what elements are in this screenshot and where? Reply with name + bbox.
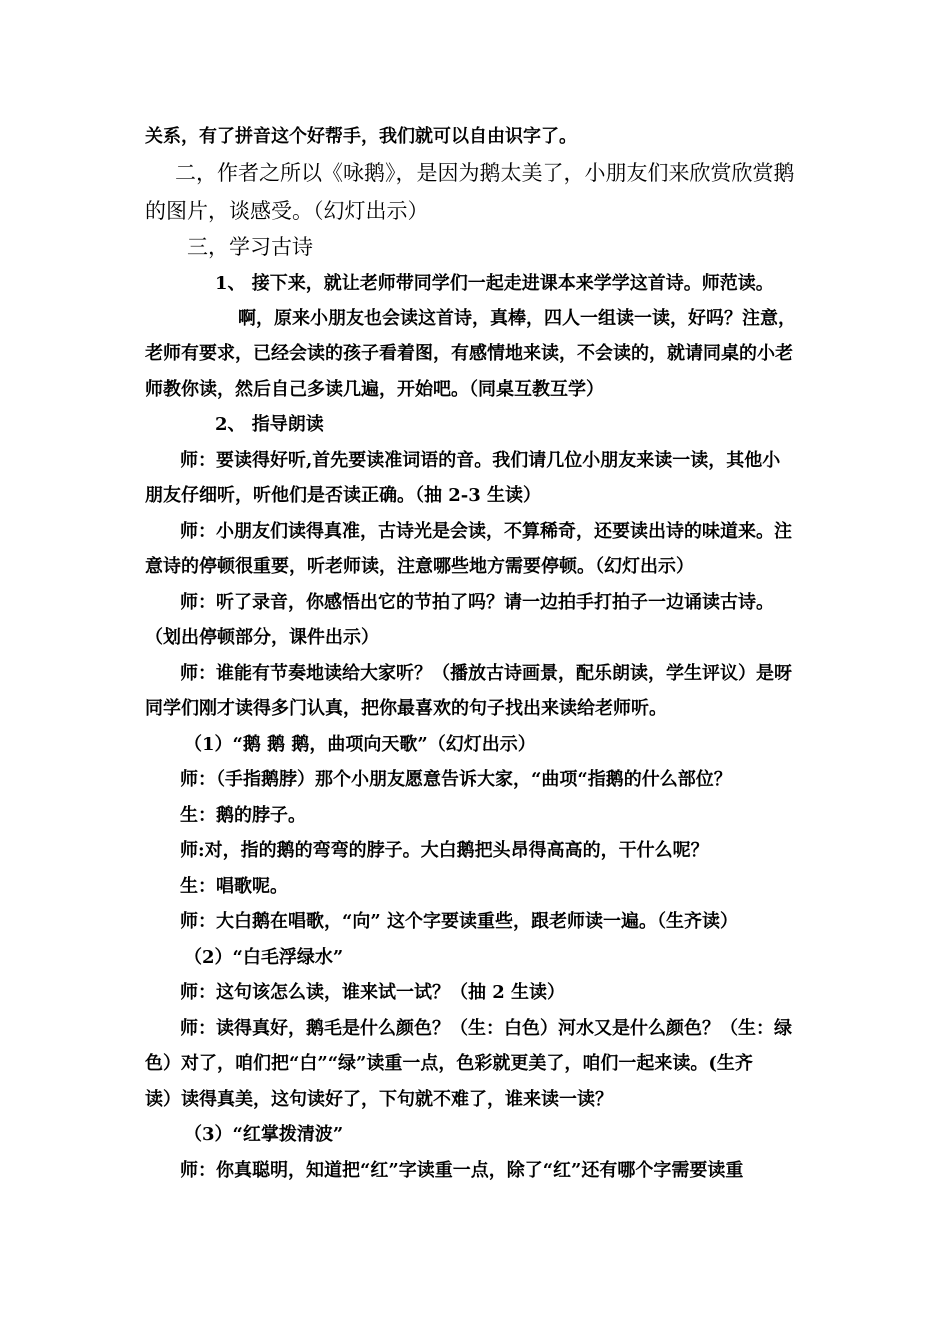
text-line: 意诗的停顿很重要，听老师读，注意哪些地方需要停顿。（幻灯出示） — [145, 556, 694, 577]
text-line: 师:对，指的鹅的弯弯的脖子。大白鹅把头昂得高高的，干什么呢？ — [180, 840, 709, 861]
text-line: 师：你真聪明，知道把“红”字读重一点，除了“红”还有哪个字需要读重 — [180, 1160, 744, 1181]
text-line: 二，作者之所以《咏鹅》，是因为鹅太美了，小朋友们来欣赏欣赏鹅 — [175, 161, 795, 185]
poem-line-heading: （1）“鹅 鹅 鹅，曲项向天歌”（幻灯出示） — [184, 734, 536, 755]
text-line: 老师有要求，已经会读的孩子看着图，有感情地来读，不会读的，就请同桌的小老 — [145, 343, 793, 364]
text-line: 师：要读得好听,首先要读准词语的音。我们请几位小朋友来读一读，其他小 — [180, 450, 781, 471]
text-line: 师：这句该怎么读，谁来试一试？（抽 2 生读） — [180, 982, 566, 1003]
text-line: 师：大白鹅在唱歌，“向” 这个字要读重些，跟老师读一遍。（生齐读） — [180, 911, 738, 932]
text-line: 师教你读，然后自己多读几遍，开始吧。（同桌互教互学） — [145, 379, 604, 400]
text-line: 师：读得真好，鹅毛是什么颜色？（生：白色）河水又是什么颜色？（生：绿 — [180, 1018, 792, 1039]
text-line: 师：（手指鹅脖）那个小朋友愿意告诉大家，“曲项“指鹅的什么部位？ — [180, 769, 732, 790]
text-line: 生：唱歌呢。 — [180, 876, 288, 897]
section-heading: 三，学习古诗 — [187, 235, 313, 259]
text-line: 的图片，谈感受。（幻灯出示） — [145, 199, 429, 223]
sub-heading: 2、 指导朗读 — [215, 414, 324, 435]
text-line: 生：鹅的脖子。 — [180, 805, 306, 826]
text-line: 师：听了录音，你感悟出它的节拍了吗？请一边拍手打拍子一边诵读古诗。 — [180, 592, 774, 613]
text-line: 师：谁能有节奏地读给大家听？（播放古诗画景，配乐朗读，学生评议）是呀 — [180, 663, 792, 684]
text-line: 1、 接下来，就让老师带同学们一起走进课本来学学这首诗。师范读。 — [215, 273, 774, 294]
text-line: 读）读得真美，这句读好了，下句就不难了，谁来读一读？ — [145, 1089, 613, 1110]
text-line: （划出停顿部分，课件出示） — [145, 627, 379, 648]
text-line: 师：小朋友们读得真准，古诗光是会读，不算稀奇，还要读出诗的味道来。注 — [180, 521, 792, 542]
poem-line-heading: （2）“白毛浮绿水” — [184, 947, 344, 968]
text-line: 同学们刚才读得多门认真，把你最喜欢的句子找出来读给老师听。 — [145, 698, 667, 719]
text-line: 朋友仔细听，听他们是否读正确。（抽 2-3 生读） — [145, 485, 542, 506]
text-line: 色）对了，咱们把“白”“绿”读重一点，色彩就更美了，咱们一起来读。(生齐 — [145, 1053, 753, 1074]
text-line: 啊，原来小朋友也会读这首诗，真棒，四人一组读一读，好吗？注意， — [238, 308, 796, 329]
poem-line-heading: （3）“红掌拨清波” — [184, 1124, 344, 1145]
text-line: 关系，有了拼音这个好帮手，我们就可以自由识字了。 — [145, 126, 577, 147]
